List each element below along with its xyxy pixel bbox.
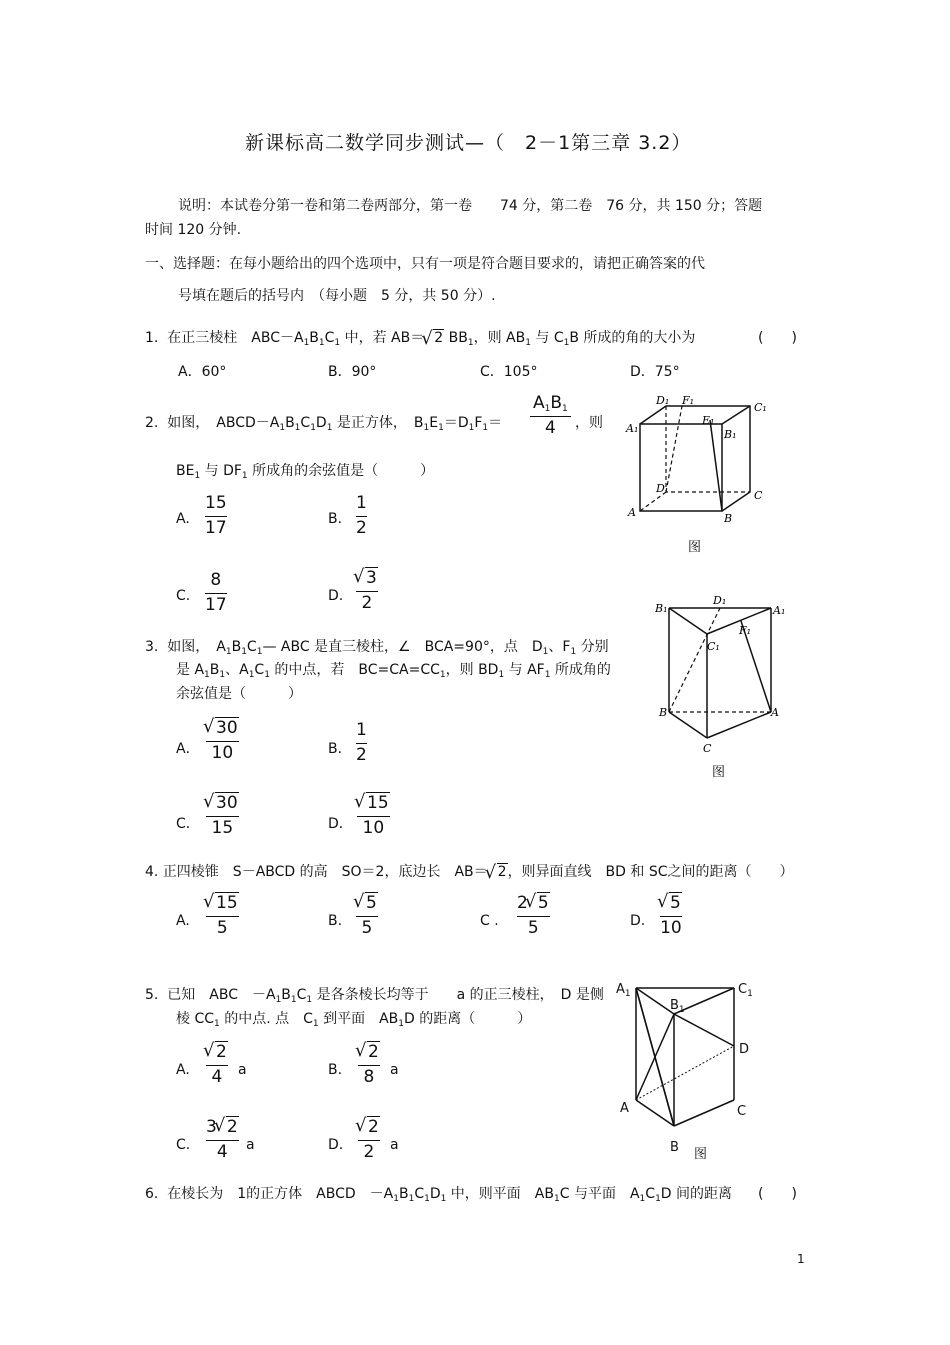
fig3-label-d: D (739, 1042, 750, 1057)
q5-option-a: √ 2 4 (206, 1043, 228, 1087)
q4-option-b-label: B. (328, 913, 343, 929)
svg-text:B₁: B₁ (655, 602, 668, 615)
q5-option-b: √ 2 8 (358, 1043, 380, 1087)
q3-option-a: √ 30 10 (206, 719, 239, 763)
q1-option-d: D．75° (630, 364, 680, 380)
q2-option-b: 1 2 (356, 493, 367, 538)
q1-option-b: B．90° (328, 364, 377, 380)
q5-option-d: √ 2 2 (358, 1118, 380, 1162)
q2-line-2: $BE_1$ 与 $DF_1$ 所成角的余弦值是（ ） (176, 463, 435, 481)
fig3-label-c: C (737, 1104, 747, 1119)
fig3-label-b1: $B_1$ (670, 998, 685, 1015)
q5-option-d-var: a (390, 1137, 399, 1153)
page-number: 1 (797, 1252, 805, 1266)
q2-option-a: 15 17 (205, 493, 227, 538)
q4-option-a-label: A. (176, 913, 190, 929)
q3-option-c: √ 30 15 (206, 794, 239, 838)
q2-then: ，则 (575, 415, 603, 431)
question-6: 6. 在棱长为 1的正方体 ABCD $-A_1B_1C_1D_1$ 中，则平面 $AB_1C$ 与平面 $A_1C_1D$ 间的距离 (145, 1186, 733, 1204)
q2-option-c-label: C. (176, 588, 191, 604)
cube-figure (620, 392, 770, 527)
q5-option-c: 3√ 2 4 (206, 1118, 239, 1162)
q1-option-c: C．105° (480, 364, 538, 380)
svg-text:C₁: C₁ (707, 640, 720, 653)
svg-text:F₁: F₁ (682, 394, 695, 407)
figure-label-1: 图 (688, 540, 702, 555)
question-5-line-2: 棱 $CC_1$ 的中点. 点 $C_1$ 到平面 $AB_1D$ 的距离（ ） (176, 1011, 532, 1029)
q5-option-a-var: a (238, 1062, 247, 1078)
svg-text:A: A (628, 506, 636, 519)
question-1: 1. 在正三棱柱 $ABC-A_1B_1C_1$ 中，若 AB＝√ 2 $BB_1$，则 $AB_1$ 与 $C_1B$ 所成的角的大小为 (145, 327, 695, 348)
svg-text:C₁: C₁ (754, 401, 767, 414)
q2-option-d-label: D. (328, 588, 344, 604)
q5-option-c-label: C. (176, 1137, 191, 1153)
q2-fraction: $A_1B_1$ 4 (530, 394, 571, 439)
q3-option-b-label: B． (328, 741, 352, 757)
q4-option-b: √ 5 5 (356, 894, 378, 938)
q5-option-a-label: A. (176, 1062, 190, 1078)
section1-line-2: 号填在题后的括号内 （每小题 5 分，共 50 分）. (178, 288, 496, 304)
q5-option-c-var: a (246, 1137, 255, 1153)
intro-line-2: 时间 120 分钟. (145, 222, 242, 238)
q4-option-c-label: C . (480, 913, 499, 929)
svg-text:A₁: A₁ (773, 604, 785, 617)
svg-text:B₁: B₁ (724, 428, 737, 441)
q3-option-a-label: A． (176, 741, 200, 757)
svg-text:D₁: D₁ (656, 394, 670, 407)
svg-text:C: C (754, 489, 763, 502)
question-5-line-1: 5. 已知 ABC $-A_1B_1C_1$ 是各条棱长均等于 a 的正三棱柱， D 是侧 (145, 987, 604, 1005)
prism-figure (655, 592, 785, 757)
q5-option-b-label: B. (328, 1062, 343, 1078)
page-title: 新课标高二数学同步测试—（ 2－1第三章 3.2） (245, 132, 692, 154)
q2-option-c: 8 17 (205, 570, 227, 615)
q4-option-c: 2√ 5 5 (517, 894, 550, 938)
question-4: 4. 正四棱锥 S－ABCD 的高 SO＝2，底边长 AB＝√ 2，则异面直线 BD 和 SC之间的距离（ ） (145, 861, 794, 881)
q3-option-d-label: D． (328, 816, 353, 832)
fig3-label-c1: $C_1$ (738, 982, 753, 999)
q4-option-a: √ 15 5 (206, 894, 239, 938)
q5-option-b-var: a (390, 1062, 399, 1078)
svg-text:D: D (656, 482, 665, 495)
answer-paren-q6: ( ) (758, 1186, 797, 1202)
question-2: 2. 如图， $ABCD-A_1B_1C_1D_1$ 是正方体， $B_1E_1=D_1F_1=$ (145, 415, 503, 433)
figure-label-3: 图 (694, 1147, 708, 1162)
q3-option-b: 1 2 (356, 720, 367, 765)
q1-option-a: A．60° (178, 364, 227, 380)
q3-option-d: √ 15 10 (357, 794, 390, 838)
intro-line-1: 说明：本试卷分第一卷和第二卷两部分，第一卷 74 分，第二卷 76 分，共 150 分；答题 (178, 198, 763, 214)
q4-option-d: √ 5 10 (660, 894, 682, 938)
fig3-label-a: A (620, 1101, 629, 1116)
fig3-label-a1: $A_1$ (616, 982, 631, 999)
svg-text:B: B (724, 512, 733, 525)
figure-label-2: 图 (712, 765, 726, 780)
svg-text:A: A (771, 706, 779, 719)
q5-option-d-label: D. (328, 1137, 344, 1153)
q3-option-c-label: C． (176, 816, 200, 832)
svg-text:C: C (703, 742, 712, 755)
svg-text:B: B (659, 706, 668, 719)
svg-text:E₁: E₁ (702, 414, 715, 427)
question-3-line-2: 是 $A_1B_1$、$A_1C_1$ 的中点，若 $BC=CA=CC_1$，则 $BD_1$ 与 $AF_1$ 所成角的 (176, 662, 611, 680)
q4-option-d-label: D. (630, 913, 646, 929)
q2-option-d: √ 3 2 (356, 569, 378, 613)
answer-paren: ( ) (758, 330, 797, 346)
q2-option-b-label: B. (328, 511, 343, 527)
svg-text:F₁: F₁ (739, 624, 752, 637)
section1-line-1: 一、选择题：在每小题给出的四个选项中，只有一项是符合题目要求的，请把正确答案的代 (145, 256, 705, 272)
q2-option-a-label: A. (176, 511, 190, 527)
fig3-label-b: B (670, 1140, 679, 1155)
svg-text:D₁: D₁ (713, 594, 727, 607)
question-3-line-1: 3. 如图， $A_1B_1C_1—$ ABC 是直三棱柱，∠ BCA=90°，点 $D_1$、$F_1$ 分别 (145, 639, 609, 657)
question-3-line-3: 余弦值是（ ） (176, 686, 302, 702)
svg-text:A₁: A₁ (626, 422, 639, 435)
